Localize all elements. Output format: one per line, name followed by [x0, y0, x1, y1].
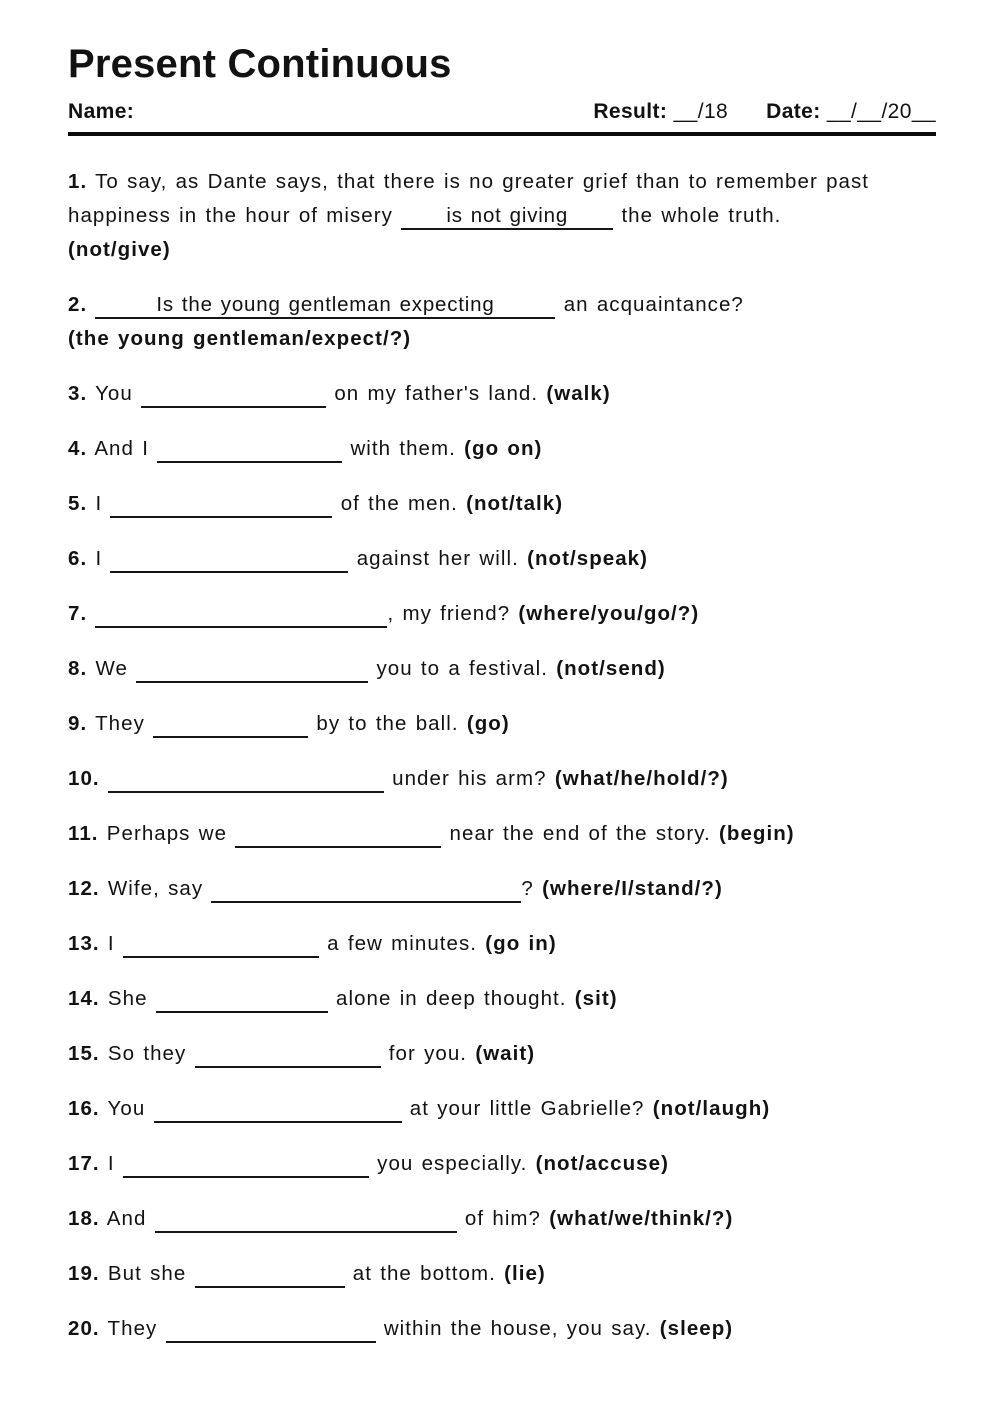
answer-blank[interactable] [157, 437, 342, 463]
question-number: 9. [68, 711, 88, 735]
answer-blank[interactable] [155, 1207, 457, 1233]
answer-blank[interactable] [110, 492, 332, 518]
question-text: an acquaintance? [563, 292, 744, 316]
question-number: 4. [68, 436, 88, 460]
verb-hint: (not/speak) [527, 546, 648, 570]
verb-hint: (not/talk) [466, 491, 564, 515]
question-text: with them. [350, 436, 456, 460]
question-text: ? [521, 876, 534, 900]
answer-blank[interactable] [141, 382, 326, 408]
question-8 [68, 652, 936, 686]
answer-blank[interactable] [110, 547, 348, 573]
question-number: 16. [68, 1096, 100, 1120]
question-text: And [106, 1206, 147, 1230]
question-text: on my father's land. [334, 381, 539, 405]
question-text: at your little Gabrielle? [409, 1096, 645, 1120]
question-number: 13. [68, 931, 100, 955]
question-20 [68, 1312, 936, 1346]
answer-blank-filled[interactable]: is not giving [401, 204, 613, 230]
question-text: you to a festival. [376, 656, 548, 680]
question-text: She [107, 986, 148, 1010]
verb-hint: (not/send) [556, 656, 666, 680]
verb-hint: (begin) [719, 821, 795, 845]
question-text: But she [107, 1261, 187, 1285]
question-number: 1. [68, 169, 88, 193]
verb-hint: (not/give) [68, 237, 171, 261]
answer-blank[interactable] [195, 1262, 345, 1288]
verb-hint: (lie) [504, 1261, 546, 1285]
question-number: 18. [68, 1206, 100, 1230]
question-text: I [107, 931, 115, 955]
verb-hint: (where/you/go/?) [518, 601, 700, 625]
question-number: 10. [68, 766, 100, 790]
question-text: near the end of the story. [449, 821, 711, 845]
question-text: of the men. [340, 491, 458, 515]
question-10 [68, 762, 936, 796]
questions-list [68, 165, 936, 1346]
question-number: 2. [68, 292, 88, 316]
question-text: you especially. [377, 1151, 528, 1175]
answer-blank-filled[interactable]: Is the young gentleman expecting [95, 293, 555, 319]
answer-blank[interactable] [166, 1317, 376, 1343]
question-text: They [95, 711, 145, 735]
question-text: for you. [388, 1041, 468, 1065]
verb-hint: (wait) [475, 1041, 536, 1065]
question-number: 3. [68, 381, 88, 405]
answer-blank[interactable] [123, 932, 319, 958]
date-label: Date: [766, 99, 821, 123]
question-text: I [107, 1151, 115, 1175]
result-value[interactable]: __/18 [673, 99, 729, 123]
question-text: happiness in the hour of misery [68, 203, 393, 227]
question-text: So they [107, 1041, 187, 1065]
question-text: within the house, you say. [383, 1316, 652, 1340]
question-13 [68, 927, 936, 961]
question-number: 7. [68, 601, 88, 625]
result-field [593, 100, 728, 124]
answer-blank[interactable] [108, 767, 384, 793]
answer-blank[interactable] [195, 1042, 381, 1068]
question-text: at the bottom. [352, 1261, 496, 1285]
verb-hint: (what/he/hold/?) [554, 766, 729, 790]
question-text: by to the ball. [316, 711, 459, 735]
question-text: , my friend? [387, 601, 511, 625]
verb-hint: (go on) [464, 436, 543, 460]
question-number: 14. [68, 986, 100, 1010]
question-text: Perhaps we [106, 821, 228, 845]
question-12 [68, 872, 936, 906]
question-text: of him? [464, 1206, 541, 1230]
question-number: 17. [68, 1151, 100, 1175]
date-value[interactable]: __/__/20__ [826, 99, 936, 123]
answer-blank[interactable] [154, 1097, 402, 1123]
verb-hint: (go in) [485, 931, 557, 955]
question-3 [68, 377, 936, 411]
question-text: We [95, 656, 128, 680]
question-7 [68, 597, 936, 631]
answer-blank[interactable] [156, 987, 328, 1013]
date-field [766, 100, 936, 124]
question-number: 15. [68, 1041, 100, 1065]
question-number: 19. [68, 1261, 100, 1285]
question-16 [68, 1092, 936, 1126]
verb-hint: (where/I/stand/?) [542, 876, 723, 900]
verb-hint: (walk) [546, 381, 611, 405]
answer-blank[interactable] [235, 822, 441, 848]
question-4 [68, 432, 936, 466]
question-text: They [107, 1316, 158, 1340]
header-fields-row [68, 100, 936, 124]
verb-hint: (what/we/think/?) [549, 1206, 734, 1230]
answer-blank[interactable] [153, 712, 308, 738]
question-text: the whole truth. [621, 203, 782, 227]
verb-hint: (the young gentleman/expect/?) [68, 326, 412, 350]
question-11 [68, 817, 936, 851]
result-label: Result: [593, 99, 668, 123]
question-text: against her will. [356, 546, 519, 570]
question-number: 5. [68, 491, 88, 515]
question-text: I [95, 491, 103, 515]
verb-hint: (sleep) [659, 1316, 734, 1340]
page-title: Present Continuous [68, 42, 452, 86]
question-5 [68, 487, 936, 521]
question-2 [68, 288, 936, 356]
question-text: alone in deep thought. [336, 986, 567, 1010]
question-17 [68, 1147, 936, 1181]
question-14 [68, 982, 936, 1016]
question-1 [68, 165, 936, 267]
answer-blank[interactable] [136, 657, 368, 683]
question-text: You [107, 1096, 146, 1120]
question-18 [68, 1202, 936, 1236]
verb-hint: (not/accuse) [535, 1151, 669, 1175]
answer-blank[interactable] [211, 877, 521, 903]
question-text: I [95, 546, 103, 570]
question-text: You [95, 381, 133, 405]
question-9 [68, 707, 936, 741]
verb-hint: (sit) [574, 986, 618, 1010]
question-number: 20. [68, 1316, 100, 1340]
name-label: Name: [68, 99, 135, 123]
question-text: under his arm? [392, 766, 547, 790]
question-text: Wife, say [107, 876, 204, 900]
question-number: 12. [68, 876, 100, 900]
question-text: And I [94, 436, 149, 460]
verb-hint: (go) [466, 711, 510, 735]
question-19 [68, 1257, 936, 1291]
answer-blank[interactable] [95, 602, 387, 628]
question-number: 11. [68, 821, 99, 845]
verb-hint: (not/laugh) [652, 1096, 771, 1120]
question-6 [68, 542, 936, 576]
question-number: 6. [68, 546, 88, 570]
question-text: a few minutes. [327, 931, 478, 955]
header-rule [68, 132, 936, 136]
question-number: 8. [68, 656, 88, 680]
question-text: To say, as Dante says, that there is no greater grief than to remember past [95, 169, 870, 193]
answer-blank[interactable] [123, 1152, 369, 1178]
question-15 [68, 1037, 936, 1071]
result-date-group [593, 100, 936, 124]
